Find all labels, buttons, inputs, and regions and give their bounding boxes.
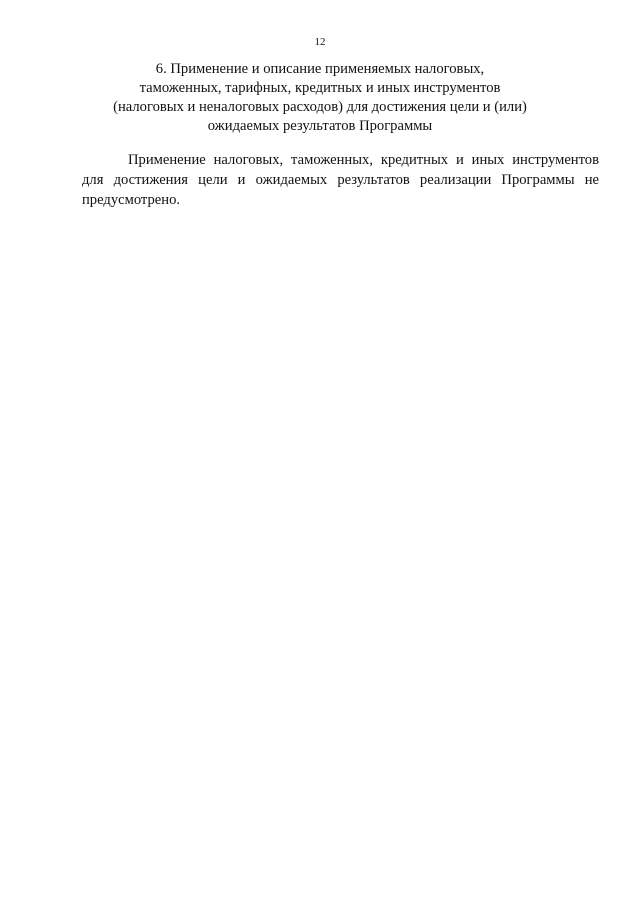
page-number: 12 (314, 36, 326, 48)
paragraph-line-1: Применение налоговых, таможенных, кредитных и иных инструментов (128, 152, 599, 168)
heading-line-1: 6. Применение и описание применяемых налоговых, (155, 61, 485, 77)
heading-line-3: (налоговых и неналоговых расходов) для достижения цели и (или) (113, 99, 527, 115)
paragraph-line-3: предусмотрено. (82, 192, 181, 208)
body-paragraph (82, 150, 599, 210)
section-heading (100, 60, 540, 136)
paragraph-line-2: для достижения цели и ожидаемых результатов реализации Программы не (82, 172, 599, 188)
heading-line-4: ожидаемых результатов Программы (207, 118, 433, 134)
heading-line-2: таможенных, тарифных, кредитных и иных инструментов (139, 80, 501, 96)
